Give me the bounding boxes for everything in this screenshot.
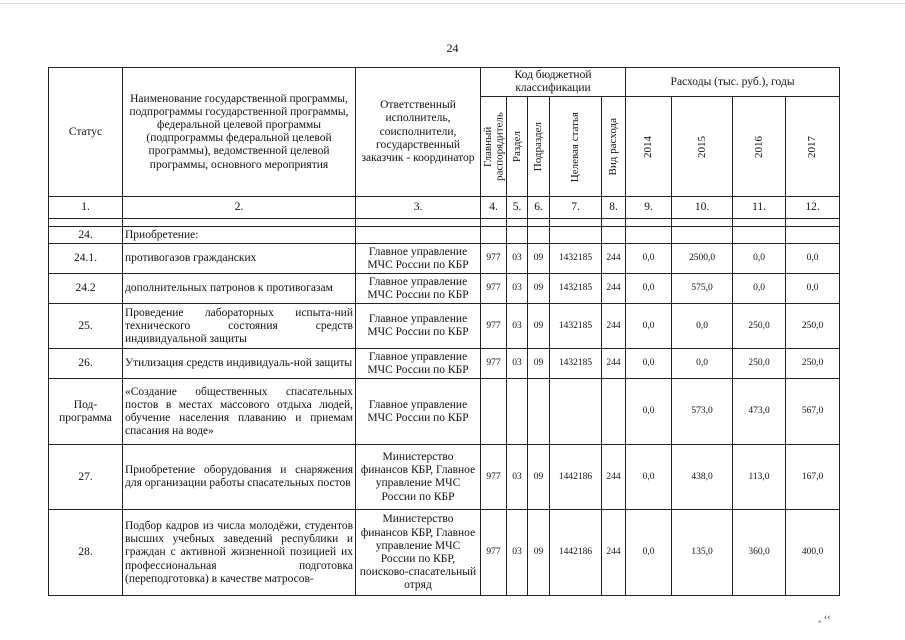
row-status: 27. (49, 445, 123, 510)
row-name: Утилизация средств индивидуаль-ной защиты (123, 349, 356, 379)
header-podrazdel: Подраздел (532, 122, 545, 172)
row-2017: 0,0 (786, 244, 840, 274)
header-podrazdel-cell (528, 97, 550, 197)
row-2016: 113,0 (733, 445, 786, 510)
column-number-row (49, 197, 840, 219)
row-2014: 0,0 (626, 274, 672, 304)
row-celevaya: 1432185 (550, 244, 602, 274)
row-2017: 0,0 (786, 274, 840, 304)
row-2014: 0,0 (626, 349, 672, 379)
row-status: 25. (49, 304, 123, 349)
header-vid-cell (602, 97, 626, 197)
budget-table (48, 67, 840, 596)
row-podrazdel: 09 (528, 445, 550, 510)
table-row (49, 244, 840, 274)
row-2017: 250,0 (786, 349, 840, 379)
row-vid: 244 (602, 510, 626, 596)
col-num: 5. (507, 197, 528, 219)
row-2014: 0,0 (626, 244, 672, 274)
row-2016: 473,0 (733, 379, 786, 445)
row-podrazdel: 09 (528, 304, 550, 349)
header-2014-cell (626, 97, 672, 197)
row-status: 24.2 (49, 274, 123, 304)
row-glavny: 977 (481, 510, 507, 596)
row-2016 (733, 227, 786, 244)
col-num: 10. (672, 197, 733, 219)
col-num: 3. (356, 197, 481, 219)
table-row (49, 379, 840, 445)
row-vid: 244 (602, 349, 626, 379)
header-2015-cell (672, 97, 733, 197)
row-2016: 0,0 (733, 274, 786, 304)
row-vid: 244 (602, 445, 626, 510)
row-responsible: Главное управление МЧС России по КБР (356, 349, 481, 379)
row-2015: 573,0 (672, 379, 733, 445)
row-podrazdel (528, 227, 550, 244)
row-glavny: 977 (481, 244, 507, 274)
row-name: Проведение лабораторных испыта-ний технического состояния средств индивидуальной защиты (123, 304, 356, 349)
col-num: 4. (481, 197, 507, 219)
header-responsible: Ответственный исполнитель, соисполнители, государственный заказчик - координатор (356, 68, 481, 197)
row-responsible: Министерство финансов КБР, Главное управление МЧС России по КБР (356, 445, 481, 510)
row-celevaya (550, 227, 602, 244)
header-razdel: Раздел (510, 131, 523, 163)
row-2015: 135,0 (672, 510, 733, 596)
row-glavny (481, 379, 507, 445)
row-celevaya: 1442186 (550, 510, 602, 596)
col-num: 2. (123, 197, 356, 219)
col-num: 8. (602, 197, 626, 219)
header-2016-cell (733, 97, 786, 197)
table-row (49, 510, 840, 596)
row-celevaya: 1432185 (550, 274, 602, 304)
row-name: дополнительных патронов к противогазам (123, 274, 356, 304)
row-razdel: 03 (507, 445, 528, 510)
row-2016: 250,0 (733, 304, 786, 349)
row-2017: 567,0 (786, 379, 840, 445)
row-2017: 250,0 (786, 304, 840, 349)
row-razdel: 03 (507, 244, 528, 274)
row-2014: 0,0 (626, 304, 672, 349)
table-row (49, 227, 840, 244)
header-row-1 (49, 68, 840, 97)
row-vid: 244 (602, 244, 626, 274)
table-row (49, 349, 840, 379)
row-status: 28. (49, 510, 123, 596)
row-celevaya: 1442186 (550, 445, 602, 510)
table-row (49, 445, 840, 510)
row-2015: 2500,0 (672, 244, 733, 274)
row-celevaya: 1432185 (550, 349, 602, 379)
row-podrazdel (528, 379, 550, 445)
row-name: Приобретение оборудования и снаряжения для организации работы спасательных постов (123, 445, 356, 510)
header-razdel-cell (507, 97, 528, 197)
row-2015 (672, 227, 733, 244)
row-2017: 167,0 (786, 445, 840, 510)
row-name: Приобретение: (123, 227, 356, 244)
col-num: 9. (626, 197, 672, 219)
footer-marks: ‸ ‹‹ (818, 612, 831, 623)
top-rule (0, 3, 905, 4)
row-vid: 244 (602, 304, 626, 349)
row-glavny: 977 (481, 349, 507, 379)
row-razdel: 03 (507, 304, 528, 349)
row-name: «Создание общественных спасательных постов в местах массового отдыха людей, обучение населения плаванию и приемам спасания на воде» (123, 379, 356, 445)
row-glavny (481, 227, 507, 244)
row-razdel: 03 (507, 274, 528, 304)
row-glavny: 977 (481, 274, 507, 304)
row-name: противогазов гражданских (123, 244, 356, 274)
header-budget-code: Код бюджетной классификации (481, 68, 626, 97)
row-vid (602, 379, 626, 445)
row-2014: 0,0 (626, 379, 672, 445)
row-responsible (356, 227, 481, 244)
row-2014: 0,0 (626, 510, 672, 596)
header-celevaya: Целевая статья (569, 111, 582, 183)
header-celevaya-cell (550, 97, 602, 197)
row-celevaya (550, 379, 602, 445)
row-2017: 400,0 (786, 510, 840, 596)
row-vid: 244 (602, 274, 626, 304)
row-razdel: 03 (507, 510, 528, 596)
row-razdel: 03 (507, 349, 528, 379)
col-num: 1. (49, 197, 123, 219)
row-podrazdel: 09 (528, 510, 550, 596)
table-row (49, 274, 840, 304)
row-2014 (626, 227, 672, 244)
row-status: 26. (49, 349, 123, 379)
col-num: 12. (786, 197, 840, 219)
header-name: Наименование государственной программы, подпрограммы государственной программы, федеральной целевой программы (подпрограммы федеральной целевой программы), ведомственной целевой программы, основного мероприятия (123, 68, 356, 197)
col-num: 6. (528, 197, 550, 219)
row-2016: 360,0 (733, 510, 786, 596)
row-vid (602, 227, 626, 244)
row-celevaya: 1432185 (550, 304, 602, 349)
header-2017: 2017 (806, 135, 819, 158)
row-2017 (786, 227, 840, 244)
spacer-row (49, 219, 840, 227)
row-status: 24.1. (49, 244, 123, 274)
header-expenses: Расходы (тыс. руб.), годы (626, 68, 840, 97)
header-glavny-cell (481, 97, 507, 197)
row-2015: 438,0 (672, 445, 733, 510)
header-2015: 2015 (695, 135, 708, 158)
row-status: 24. (49, 227, 123, 244)
row-podrazdel: 09 (528, 244, 550, 274)
row-2015: 0,0 (672, 349, 733, 379)
header-glavny: Главный распорядитель (482, 112, 506, 182)
header-2017-cell (786, 97, 840, 197)
row-responsible: Главное управление МЧС России по КБР (356, 304, 481, 349)
row-2014: 0,0 (626, 445, 672, 510)
row-glavny: 977 (481, 304, 507, 349)
row-status: Под-программа (49, 379, 123, 445)
col-num: 7. (550, 197, 602, 219)
table-row (49, 304, 840, 349)
row-podrazdel: 09 (528, 349, 550, 379)
row-2016: 250,0 (733, 349, 786, 379)
row-responsible: Главное управление МЧС России по КБР (356, 244, 481, 274)
row-responsible: Министерство финансов КБР, Главное управление МЧС России по КБР, поисково-спасательный отряд (356, 510, 481, 596)
row-2015: 575,0 (672, 274, 733, 304)
header-status: Статус (49, 68, 123, 197)
row-name: Подбор кадров из числа молодёжи, студентов высших учебных заведений республики и граждан с активной жизненной позицией их профессиональная подготовка (переподготовка) в качестве матросов- (123, 510, 356, 596)
row-razdel (507, 379, 528, 445)
row-2016: 0,0 (733, 244, 786, 274)
row-2015: 0,0 (672, 304, 733, 349)
header-2014: 2014 (642, 135, 655, 158)
header-vid: Вид расхода (607, 118, 620, 176)
row-responsible: Главное управление МЧС России по КБР (356, 379, 481, 445)
row-glavny: 977 (481, 445, 507, 510)
row-podrazdel: 09 (528, 274, 550, 304)
header-2016: 2016 (752, 135, 765, 158)
row-razdel (507, 227, 528, 244)
page-number: 24 (446, 41, 459, 55)
row-responsible: Главное управление МЧС России по КБР (356, 274, 481, 304)
col-num: 11. (733, 197, 786, 219)
